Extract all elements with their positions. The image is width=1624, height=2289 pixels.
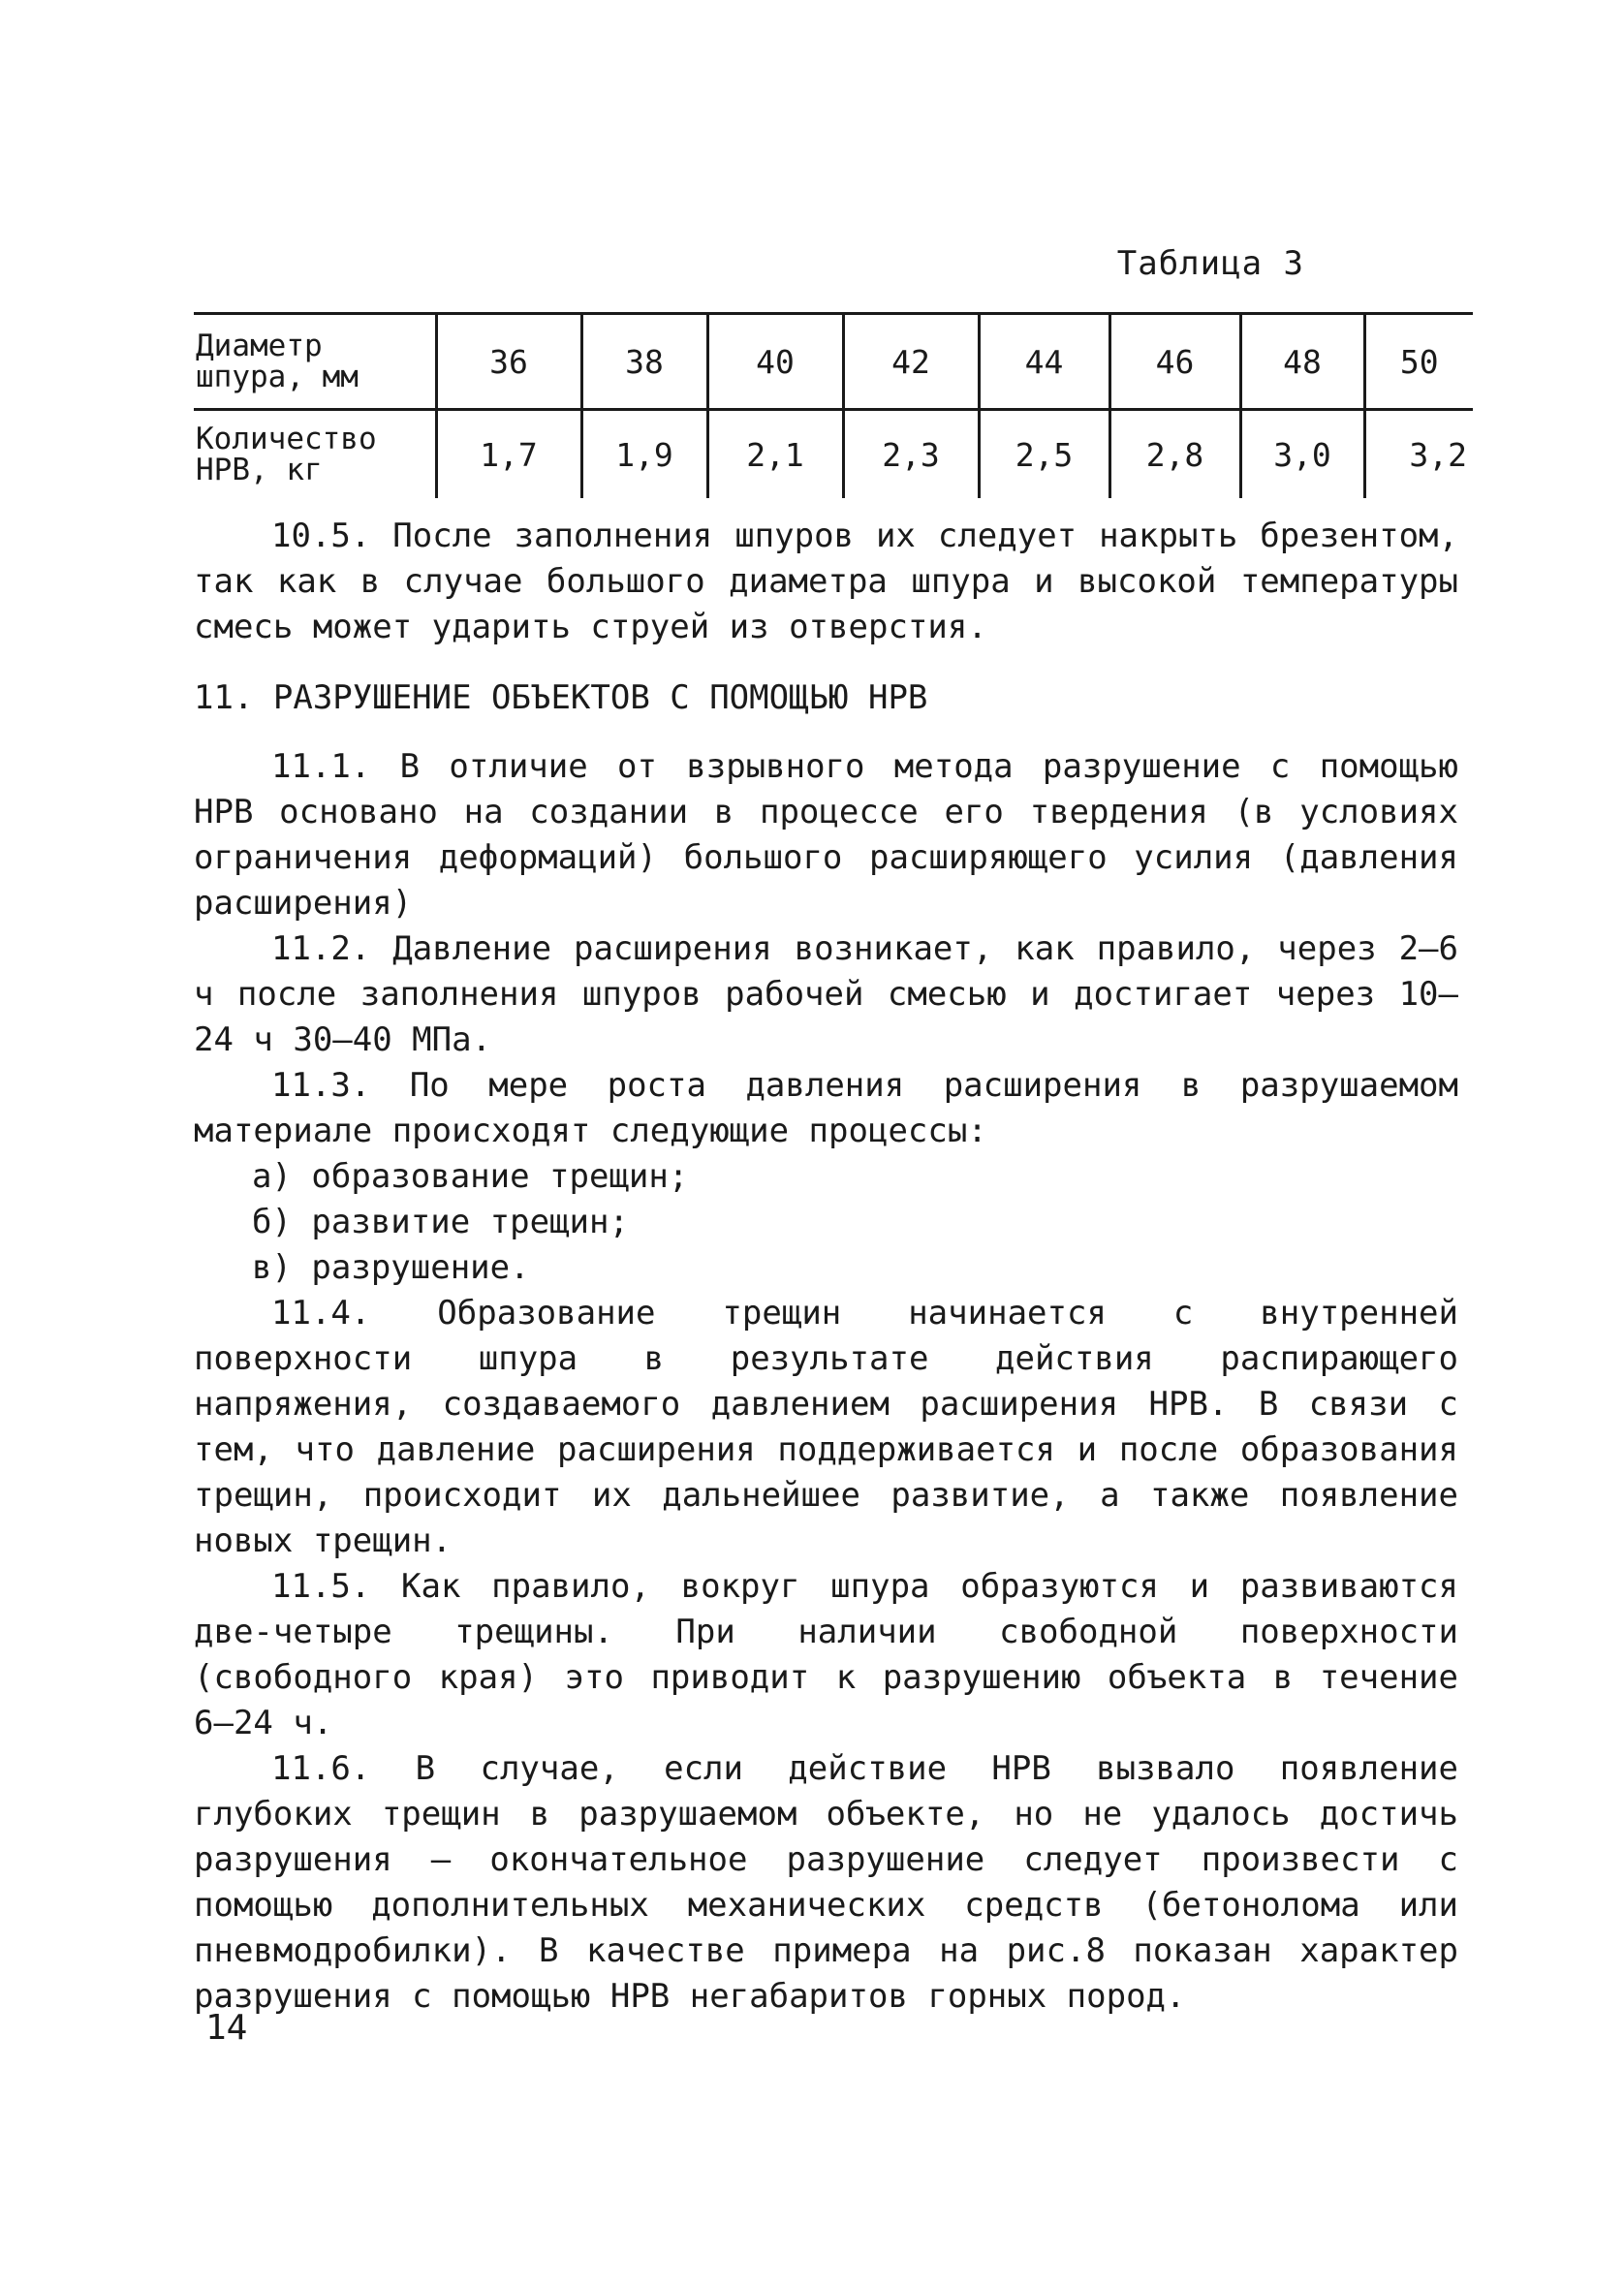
table-caption: Таблица 3 bbox=[1116, 244, 1304, 283]
table-cell: 50 bbox=[1364, 314, 1473, 410]
table-cell: 3,0 bbox=[1240, 410, 1364, 499]
row-label-diameter bbox=[194, 314, 436, 410]
table-row-diameter bbox=[194, 314, 1473, 410]
label-line: Диаметр bbox=[196, 329, 323, 363]
table-cell: 42 bbox=[843, 314, 979, 410]
table-cell: 2,3 bbox=[843, 410, 979, 499]
paragraph-11-2: 11.2. Давление расширения возникает, как правило, через 2–6 ч после заполнения шпуров рабочей смесью и достигает через 10–24 ч 30–40 МПа. bbox=[194, 929, 1458, 1059]
list-item: в) разрушение. bbox=[252, 1248, 530, 1287]
table-cell: 2,5 bbox=[979, 410, 1109, 499]
paragraph-11-3: 11.3. По мере роста давления расширения в разрушаемом материале происходят следующие процессы: bbox=[194, 1066, 1458, 1150]
table-cell: 40 bbox=[707, 314, 843, 410]
label-line: Количество bbox=[196, 422, 377, 456]
row-label-amount bbox=[194, 410, 436, 499]
page-number: 14 bbox=[205, 2008, 248, 2048]
table-cell: 38 bbox=[581, 314, 707, 410]
label-line: шпура, мм bbox=[196, 360, 359, 394]
paragraph-10-5: 10.5. После заполнения шпуров их следует накрыть брезентом, так как в случае большого диаметра шпура и высокой температуры смесь может ударить струей из отверстия. bbox=[194, 517, 1458, 646]
table-cell: 36 bbox=[436, 314, 581, 410]
table-cell: 44 bbox=[979, 314, 1109, 410]
table-cell: 1,9 bbox=[581, 410, 707, 499]
data-table bbox=[194, 312, 1473, 498]
table-cell: 1,7 bbox=[436, 410, 581, 499]
table-cell: 2,1 bbox=[707, 410, 843, 499]
label-line: НРВ, кг bbox=[196, 453, 323, 487]
list-item: б) развитие трещин; bbox=[252, 1203, 629, 1241]
paragraph-11-4: 11.4. Образование трещин начинается с внутренней поверхности шпура в результате действия распирающего напряжения, создаваемого давлением расширения НРВ. В связи с тем, что давление расширения поддерживается и после образования трещин, происходит их дальнейшее развитие, а также появление новых трещин. bbox=[194, 1294, 1458, 1560]
paragraph-11-5: 11.5. Как правило, вокруг шпура образуются и развиваются две-четыре трещины. При наличии свободной поверхности (свободного края) это приводит к разрушению объекта в течение 6–24 ч. bbox=[194, 1567, 1458, 1742]
table-cell: 48 bbox=[1240, 314, 1364, 410]
paragraph-11-6: 11.6. В случае, если действие НРВ вызвало появление глубоких трещин в разрушаемом объекте, но не удалось достичь разрушения – окончательное разрушение следует произвести с помощью дополнительных механических средств (бетонолома или пневмодробилки). В качестве примера на рис.8 показан характер разрушения с помощью НРВ негабаритов горных пород. bbox=[194, 1749, 1458, 2016]
section-heading: 11. РАЗРУШЕНИЕ ОБЪЕКТОВ С ПОМОЩЬЮ НРВ bbox=[194, 678, 928, 717]
table-row-amount bbox=[194, 410, 1473, 499]
table-cell: 2,8 bbox=[1109, 410, 1240, 499]
table-cell: 3,2 bbox=[1364, 410, 1473, 499]
table-cell: 46 bbox=[1109, 314, 1240, 410]
paragraph-11-1: 11.1. В отличие от взрывного метода разрушение с помощью НРВ основано на создании в процессе его твердения (в условиях ограничения деформаций) большого расширяющего усилия (давления расширения) bbox=[194, 747, 1458, 923]
list-item: а) образование трещин; bbox=[252, 1157, 689, 1196]
body-text bbox=[194, 514, 1458, 2020]
